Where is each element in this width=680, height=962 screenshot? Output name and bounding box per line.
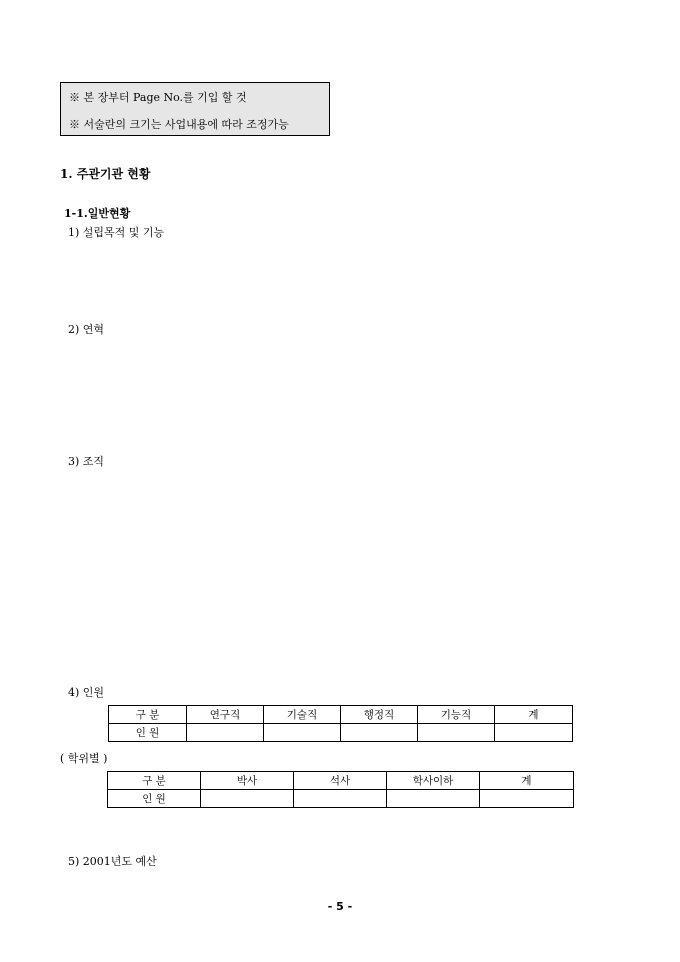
degree-row-label: 인 원 — [108, 790, 201, 808]
staff-cell-total — [495, 724, 573, 742]
degree-cell-master — [294, 790, 387, 808]
notice-line-1: ※ 본 장부터 Page No.를 기입 할 것 — [69, 91, 247, 104]
staff-cell-admin — [341, 724, 418, 742]
section-1-1-title: 1-1.일반현황 — [64, 207, 131, 220]
staff-cell-research — [187, 724, 264, 742]
staff-cell-technical — [264, 724, 341, 742]
section-1-title: 1. 주관기관 현황 — [60, 167, 151, 181]
staff-header-total: 계 — [495, 706, 573, 724]
item-budget: 5) 2001년도 예산 — [68, 855, 157, 868]
staff-header-technical: 기술직 — [264, 706, 341, 724]
table-row — [109, 706, 573, 724]
degree-cell-total — [480, 790, 574, 808]
degree-header-bachelor: 학사이하 — [387, 772, 480, 790]
staff-header-admin: 행정직 — [341, 706, 418, 724]
table-row — [109, 724, 573, 742]
degree-table — [107, 771, 574, 808]
degree-cell-doctor — [201, 790, 294, 808]
page-number: - 5 - — [327, 900, 353, 913]
item-organization: 3) 조직 — [68, 455, 105, 468]
staff-cell-skilled — [418, 724, 495, 742]
item-purpose: 1) 설립목적 및 기능 — [68, 226, 165, 239]
staff-table — [108, 705, 573, 742]
degree-label: ( 학위별 ) — [60, 752, 108, 765]
degree-header-category: 구 분 — [108, 772, 201, 790]
staff-row-label: 인 원 — [109, 724, 187, 742]
item-history: 2) 연혁 — [68, 323, 105, 336]
notice-line-2: ※ 서술란의 크기는 사업내용에 따라 조정가능 — [69, 118, 289, 131]
table-row — [108, 790, 574, 808]
degree-header-total: 계 — [480, 772, 574, 790]
staff-header-research: 연구직 — [187, 706, 264, 724]
notice-box — [60, 82, 330, 136]
staff-header-skilled: 기능직 — [418, 706, 495, 724]
item-staff: 4) 인원 — [68, 686, 105, 699]
staff-header-category: 구 분 — [109, 706, 187, 724]
degree-header-master: 석사 — [294, 772, 387, 790]
degree-cell-bachelor — [387, 790, 480, 808]
degree-header-doctor: 박사 — [201, 772, 294, 790]
table-row — [108, 772, 574, 790]
